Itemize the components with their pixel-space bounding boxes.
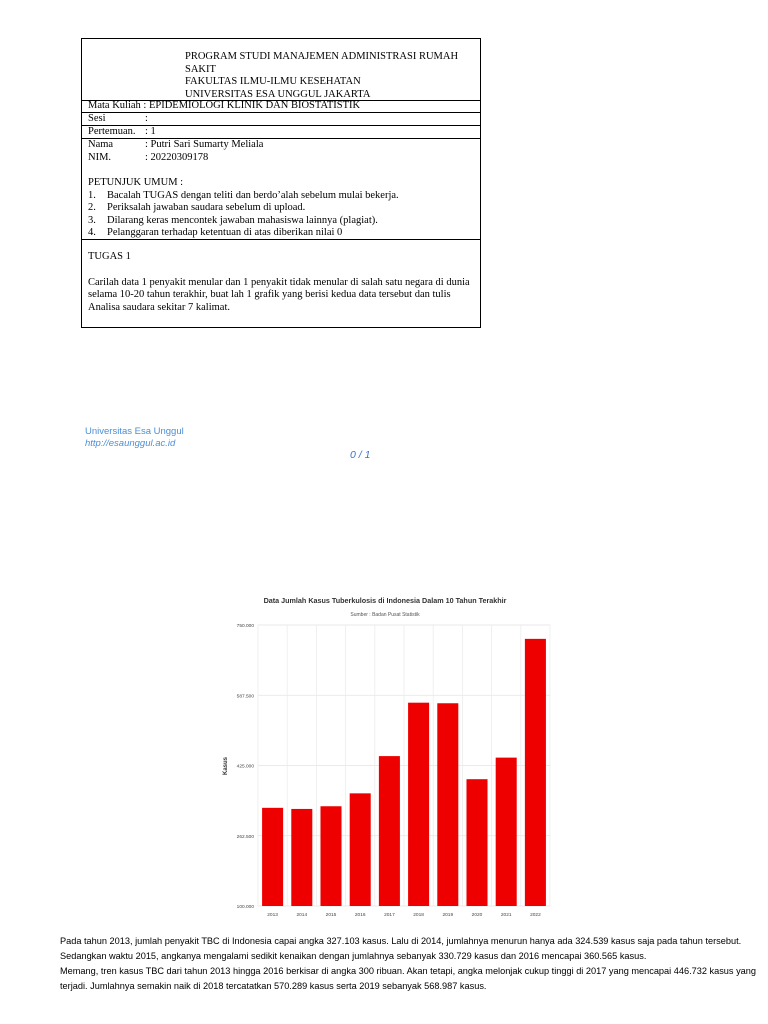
chart-ylabel: Kasus: [223, 756, 229, 776]
analysis-paragraph: Pada tahun 2013, jumlah penyakit TBC di Indonesia capai angka 327.103 kasus. Lalu di 2014, jumlahnya menurun hanya ada 324.539 kasus saja pada tahun tersebut. Sedangkan waktu 2015, angkanya mengalami sedikit kenaikan dengan jumlahnya sebanyak 330.729 kasus dan 2016 mencapai 360.565 kasus.: [60, 936, 742, 961]
nim-label: NIM.: [88, 151, 112, 163]
meeting-label: Pertemuan.: [88, 126, 136, 137]
institution-header: [82, 39, 480, 101]
y-tick-label: 100.000: [236, 905, 254, 910]
chart-subtitle: Sumber : Badan Pusat Statistik: [350, 612, 420, 618]
bar: [379, 756, 400, 906]
session-value: :: [145, 113, 148, 124]
tb-cases-chart: [200, 586, 562, 926]
x-tick-label: 2014: [296, 913, 308, 918]
bar: [262, 808, 283, 906]
instructions-title: PETUNJUK UMUM :: [88, 177, 184, 188]
instruction-item: 2. Periksalah jawaban saudara sebelum di upload.: [88, 202, 306, 213]
meeting-row: [82, 126, 480, 139]
task-title: TUGAS 1: [88, 251, 131, 262]
session-label: Sesi: [88, 113, 106, 124]
y-tick-label: 587.500: [236, 694, 254, 700]
analysis-text: [60, 934, 758, 994]
bar: [437, 703, 458, 906]
bar: [496, 758, 517, 906]
x-tick-label: 2015: [325, 913, 337, 918]
x-tick-label: 2020: [471, 913, 483, 918]
footer-url-link[interactable]: http://esaunggul.ac.id: [85, 438, 176, 449]
session-row: [82, 113, 480, 126]
task-section: [82, 251, 480, 314]
name-label: Nama: [88, 139, 114, 150]
header-line: PROGRAM STUDI MANAJEMEN ADMINISTRASI RUMAH: [185, 51, 459, 62]
instruction-item: 3. Dilarang keras mencontek jawaban mahasiswa lainnya (plagiat).: [88, 214, 378, 226]
x-tick-label: 2016: [354, 913, 366, 918]
x-tick-label: 2018: [413, 913, 424, 918]
task-body: Carilah data 1 penyakit menular dan 1 penyakit tidak menular di salah satu negara di dunia selama 10-20 tahun terakhir, buat lah 1 grafik yang berisi kedua data tersebut dan tulis Analisa saudara sekitar 7 kalimat.: [88, 276, 470, 313]
nim-value: : 20220309178: [145, 151, 209, 163]
student-info: [82, 139, 480, 240]
instructions-list: [88, 190, 480, 240]
assignment-form: [81, 38, 481, 328]
x-tick-label: 2019: [442, 913, 454, 918]
bar: [466, 779, 487, 906]
header-line: FAKULTAS ILMU-ILMU KESEHATAN: [185, 76, 361, 87]
analysis-paragraph: Memang, tren kasus TBC dari tahun 2013 hingga 2016 berkisar di angka 300 ribuan. Akan tetapi, angka melonjak cukup tinggi di 2017 yang mencapai 446.732 kasus yang terjadi. Jumlahnya semakin naik di 2018 tercatatkan 570.289 kasus serta 2019 sebanyak 568.987 kasus.: [60, 966, 756, 991]
footer-university-name: Universitas Esa Unggul: [85, 426, 184, 437]
x-tick-label: 2017: [384, 913, 395, 918]
meeting-value: : 1: [145, 126, 156, 137]
header-line: SAKIT: [185, 63, 216, 75]
y-tick-label: 425.000: [236, 764, 254, 770]
instruction-item: 1. Bacalah TUGAS dengan teliti dan berdo’alah sebelum mulai bekerja.: [88, 189, 399, 201]
y-tick-label: 262.500: [236, 834, 254, 840]
header-line: UNIVERSITAS ESA UNGGUL JAKARTA: [185, 88, 371, 100]
bar: [291, 809, 312, 906]
footer-university: [85, 426, 184, 450]
x-tick-label: 2022: [530, 913, 541, 918]
bar: [525, 639, 546, 906]
course-label: Mata Kuliah : EPIDEMIOLOGI KLINIK DAN BIOSTATISTIK: [88, 100, 361, 111]
bar: [350, 793, 371, 906]
course-row: [82, 100, 480, 113]
bar: [408, 703, 429, 906]
chart-title: Data Jumlah Kasus Tuberkulosis di Indonesia Dalam 10 Tahun Terakhir: [263, 596, 507, 605]
page-indicator: 0 / 1: [350, 449, 371, 461]
bar: [320, 806, 341, 906]
chart-svg: [200, 586, 562, 926]
instruction-item: 4. Pelanggaran terhadap ketentuan di atas diberikan nilai 0: [88, 227, 343, 238]
x-tick-label: 2013: [267, 913, 278, 918]
name-value: : Putri Sari Sumarty Meliala: [145, 139, 264, 150]
x-tick-label: 2021: [500, 913, 512, 918]
y-tick-label: 750.000: [236, 624, 254, 629]
